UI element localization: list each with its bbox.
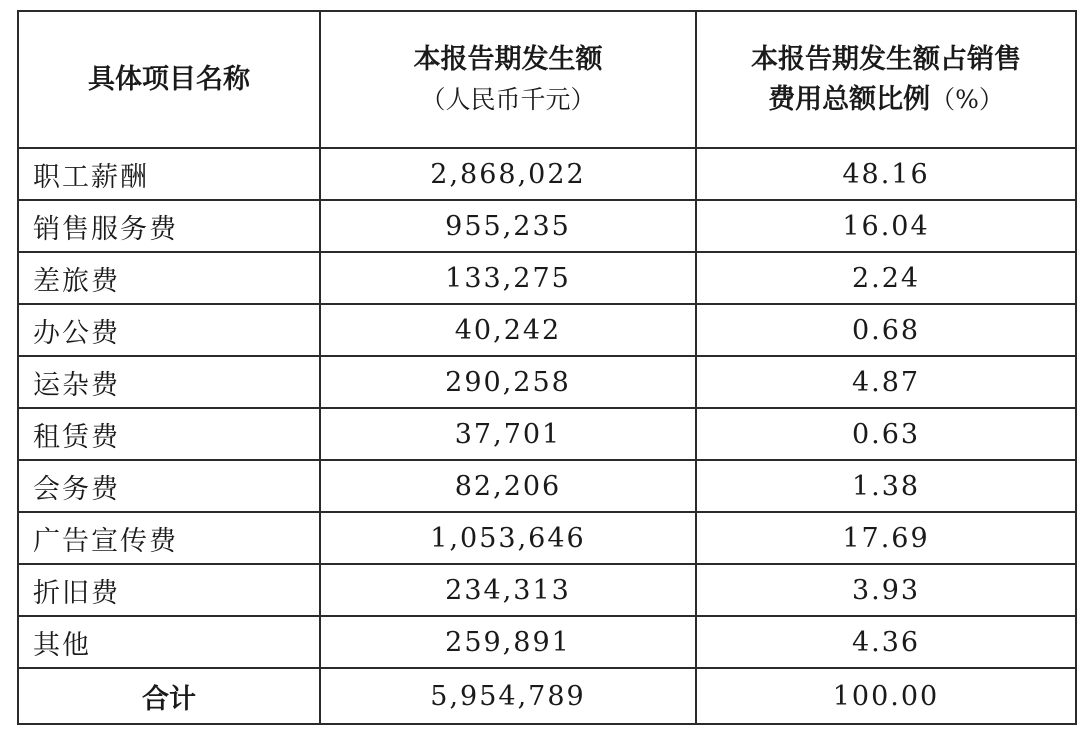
- table-row: [18, 304, 1076, 356]
- header-ratio-unit: （%）: [930, 84, 1004, 114]
- table-row: [18, 564, 1076, 616]
- total-label: 合计: [18, 668, 320, 724]
- row-item-name: 会务费: [18, 460, 320, 512]
- row-ratio: 2.24: [696, 252, 1076, 304]
- row-amount: 82,206: [320, 460, 696, 512]
- row-amount: 133,275: [320, 252, 696, 304]
- table-row: [18, 408, 1076, 460]
- row-item-name: 租赁费: [18, 408, 320, 460]
- header-ratio-title-line1: 本报告期发生额占销售: [751, 43, 1021, 75]
- row-item-name: 其他: [18, 616, 320, 668]
- row-amount: 259,891: [320, 616, 696, 668]
- row-ratio: 0.63: [696, 408, 1076, 460]
- row-item-name: 折旧费: [18, 564, 320, 616]
- row-ratio: 17.69: [696, 512, 1076, 564]
- total-amount: 5,954,789: [320, 668, 696, 724]
- row-ratio: 48.16: [696, 148, 1076, 200]
- table-row: [18, 512, 1076, 564]
- row-item-name: 职工薪酬: [18, 148, 320, 200]
- header-ratio-title-line2-wrap: [697, 80, 1075, 120]
- table-row: [18, 148, 1076, 200]
- header-ratio: [696, 11, 1076, 148]
- row-ratio: 1.38: [696, 460, 1076, 512]
- row-amount: 37,701: [320, 408, 696, 460]
- table-body: [18, 148, 1076, 668]
- header-amount-unit: （人民币千元）: [420, 84, 596, 114]
- table-row: [18, 616, 1076, 668]
- total-ratio: 100.00: [696, 668, 1076, 724]
- header-amount: [320, 11, 696, 148]
- row-ratio: 16.04: [696, 200, 1076, 252]
- row-amount: 955,235: [320, 200, 696, 252]
- table-header: [18, 11, 1076, 148]
- header-ratio-title-line2: 费用总额比例: [768, 83, 931, 115]
- row-amount: 234,313: [320, 564, 696, 616]
- sales-expense-table: [17, 10, 1077, 725]
- header-item-name-label: 具体项目名称: [88, 63, 250, 95]
- row-item-name: 差旅费: [18, 252, 320, 304]
- row-amount: 1,053,646: [320, 512, 696, 564]
- row-ratio: 3.93: [696, 564, 1076, 616]
- table-footer: [18, 668, 1076, 724]
- row-ratio: 0.68: [696, 304, 1076, 356]
- row-amount: 2,868,022: [320, 148, 696, 200]
- header-row: [18, 11, 1076, 148]
- table-row: [18, 252, 1076, 304]
- row-amount: 40,242: [320, 304, 696, 356]
- table-row: [18, 356, 1076, 408]
- header-item-name: [18, 11, 320, 148]
- row-ratio: 4.87: [696, 356, 1076, 408]
- row-amount: 290,258: [320, 356, 696, 408]
- table-row: [18, 200, 1076, 252]
- row-ratio: 4.36: [696, 616, 1076, 668]
- row-item-name: 办公费: [18, 304, 320, 356]
- row-item-name: 广告宣传费: [18, 512, 320, 564]
- header-amount-title: 本报告期发生额: [413, 43, 603, 75]
- row-item-name: 运杂费: [18, 356, 320, 408]
- table-row: [18, 460, 1076, 512]
- row-item-name: 销售服务费: [18, 200, 320, 252]
- total-row: [18, 668, 1076, 724]
